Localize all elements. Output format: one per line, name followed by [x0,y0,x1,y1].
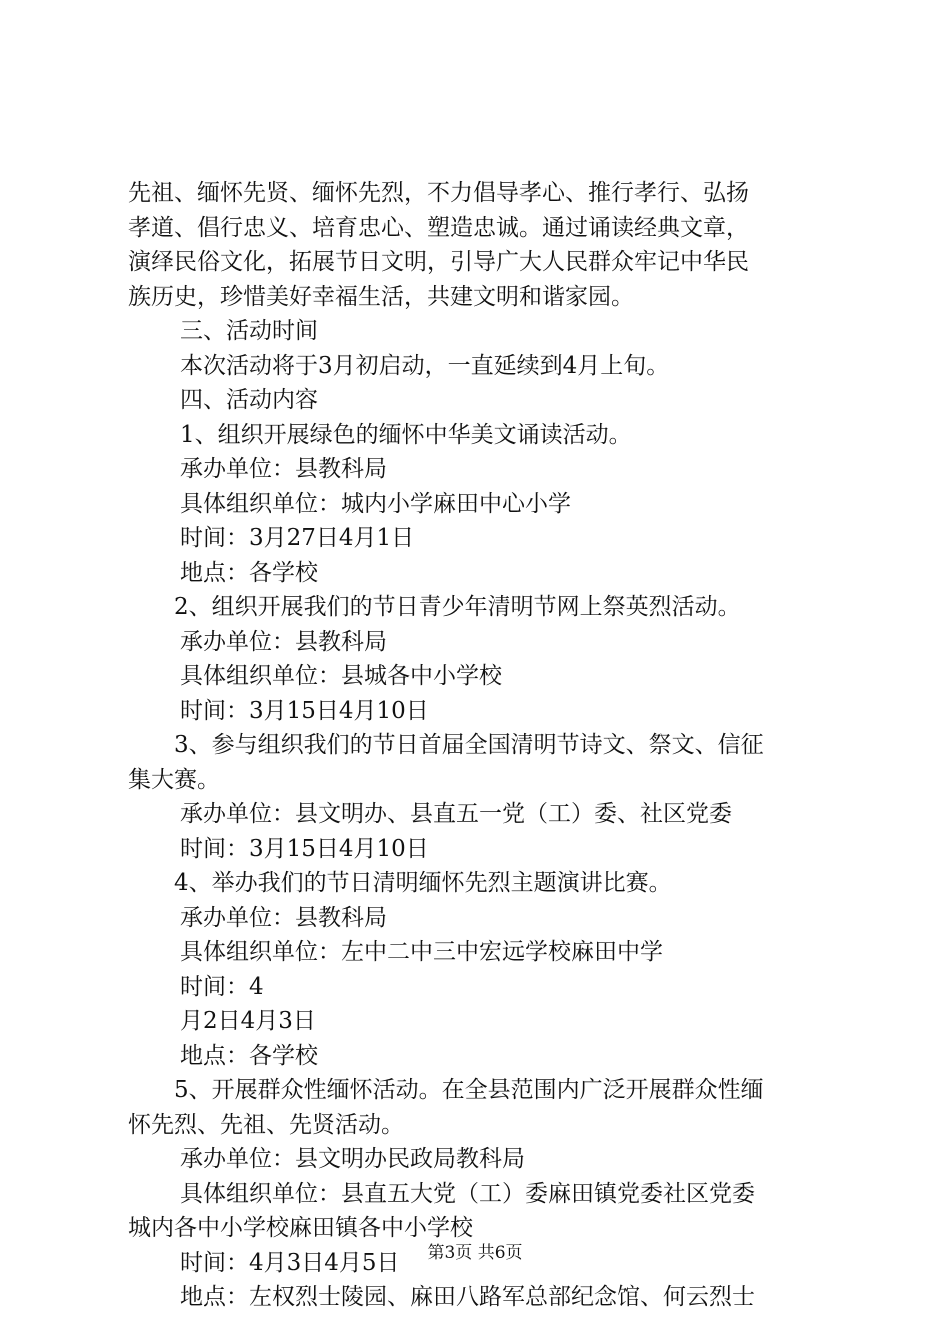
text-line: 孝道、倡行忠义、培育忠心、塑造忠诚。通过诵读经典文章， [128,214,749,241]
text-line: 怀先烈、先祖、先贤活动。 [128,1111,404,1138]
text-line: 本次活动将于3月初启动，一直延续到4月上旬。 [180,352,670,379]
text-line: 承办单位：县文明办民政局教科局 [180,1146,525,1172]
text-line: 地点：各学校 [180,1042,318,1069]
activity-item: 3、参与组织我们的节日首届全国清明节诗文、祭文、信征 [174,732,764,758]
text-line: 集大赛。 [128,766,220,793]
text-line: 地点：左权烈士陵园、麻田八路军总部纪念馆、何云烈士 [180,1284,755,1310]
text-line: 地点：各学校 [180,559,318,586]
activity-item: 1、组织开展绿色的缅怀中华美文诵读活动。 [180,421,632,448]
text-line: 具体组织单位：左中二中三中宏远学校麻田中学 [180,939,663,965]
text-line: 月2日4月3日 [180,1008,316,1034]
text-line: 承办单位：县教科局 [180,456,387,482]
text-line: 承办单位：县教科局 [180,904,387,931]
document-body [128,176,832,1315]
text-line: 先祖、缅怀先贤、缅怀先烈，不力倡导孝心、推行孝行、弘扬 [128,180,749,206]
text-line: 承办单位：县教科局 [180,628,387,655]
text-line: 时间：4 [180,973,264,1000]
activity-item: 2、组织开展我们的节日青少年清明节网上祭英烈活动。 [174,594,741,620]
text-line: 具体组织单位：城内小学麻田中心小学 [180,490,571,517]
activity-item: 4、举办我们的节日清明缅怀先烈主题演讲比赛。 [174,870,672,896]
text-line: 时间：3月15日4月10日 [180,697,429,724]
text-line: 具体组织单位：县城各中小学校 [180,663,502,689]
text-line: 具体组织单位：县直五大党（工）委麻田镇党委社区党委 [180,1180,755,1207]
text-line: 承办单位：县文明办、县直五一党（工）委、社区党委 [180,801,732,827]
text-line: 时间：3月15日4月10日 [180,835,429,862]
page-footer: 第3页 共6页 [427,1243,523,1263]
text-line: 时间：3月27日4月1日 [180,525,415,551]
section-heading: 四、活动内容 [180,387,318,413]
section-heading: 三、活动时间 [180,318,318,344]
text-line: 城内各中小学校麻田镇各中小学校 [128,1215,473,1241]
text-line: 演绎民俗文化，拓展节日文明，引导广大人民群众牢记中华民 [128,249,749,275]
text-line: 族历史，珍惜美好幸福生活，共建文明和谐家园。 [128,283,634,310]
text-line: 时间：4月3日4月5日 [180,1249,400,1276]
activity-item: 5、开展群众性缅怀活动。在全县范围内广泛开展群众性缅 [174,1077,764,1103]
